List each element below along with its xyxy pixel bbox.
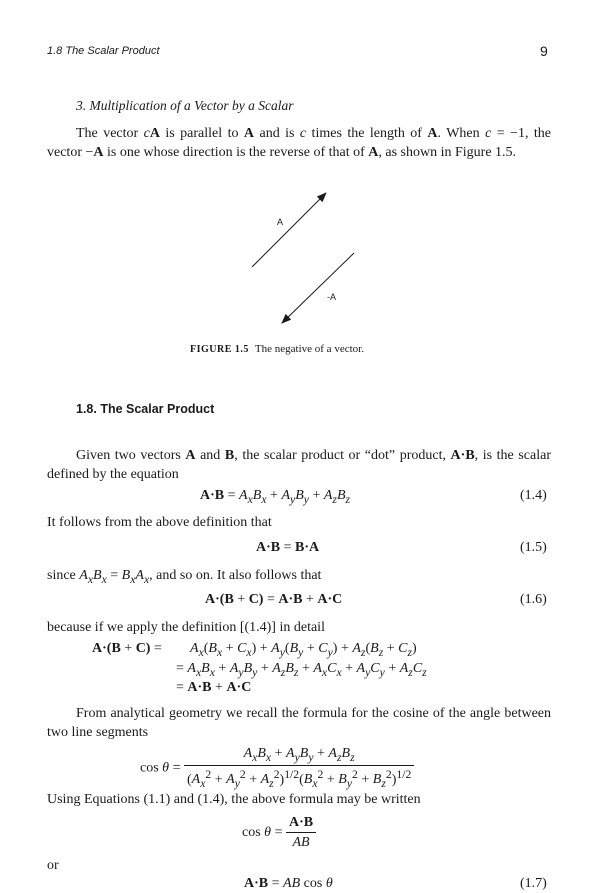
equation-number-1-5: (1.5) (520, 540, 547, 555)
since-text: since $A_xB_x = B_xA_x$, and so on. It also follows that (47, 568, 322, 586)
cosine-dot-fraction (286, 815, 316, 851)
cosine-dot-formula (242, 815, 316, 851)
derivation-lhs: A·(B + C) = (92, 641, 162, 656)
derivation-line-2: = $A_xB_x + A_yB_y + A_zB_z + A_xC_x + A_yC_y + A_zC_z$ (176, 661, 427, 679)
intro-paragraph: Given two vectors A and B, the scalar product or “dot” product, A·B, is the scalar defined by the equation (47, 448, 551, 482)
section-heading: 1.8. The Scalar Product (76, 402, 215, 416)
cosine-formula-numerator: $A_xB_x + A_yB_y + A_zB_z$ (184, 746, 414, 766)
cosine-dot-lhs: cos θ = (242, 825, 283, 841)
subsection-paragraph: The vector cA is parallel to A and is c times the length of A. When c = −1, the vector −A is one whose direction is the reverse of that of A, as shown in Figure 1.5. (47, 126, 551, 160)
vector-neg-a-arrow (282, 253, 354, 323)
cosine-dot-denominator: AB (292, 835, 310, 850)
cosine-formula-fraction (184, 746, 414, 790)
derivation-line-3: = A·B + A·C (176, 680, 252, 695)
cosine-dot-numerator: A·B (286, 815, 316, 833)
vector-neg-a-label: -A (327, 292, 336, 302)
equation-number-1-7: (1.7) (520, 876, 547, 891)
equation-1-4: $A\cdot B = A_xB_x + A_yB_y + A_zB_z$ (200, 488, 351, 506)
or-text: or (47, 858, 59, 873)
subsection-heading: 3. Multiplication of a Vector by a Scalar (76, 98, 294, 113)
equation-number-1-6: (1.6) (520, 592, 547, 607)
equation-1-5: A·B = B·A (256, 540, 320, 555)
derivation-line-1: $A_x(B_x + C_x) + A_y(B_y + C_y) + A_z(B_z + C_z)$ (190, 641, 417, 659)
follows-text: It follows from the above definition that (47, 515, 272, 530)
figure-caption (190, 343, 364, 355)
cosine-formula-denominator: $(A_x^2 + A_y^2 + A_z^2)^{1/2}(B_x^2 + B_y^2 + B_z^2)^{1/2}$ (186, 767, 412, 791)
vector-a-label: A (277, 217, 284, 227)
figure-vector-diagram (230, 185, 370, 330)
cosine-formula-lhs: cos θ = (140, 760, 181, 776)
equation-1-6: A·(B + C) = A·B + A·C (205, 592, 343, 607)
running-header: 1.8 The Scalar Product (47, 45, 160, 57)
figure-caption-label: FIGURE 1.5 (190, 344, 249, 355)
because-text: because if we apply the definition [(1.4)] in detail (47, 620, 325, 635)
using-text: Using Equations (1.1) and (1.4), the above formula may be written (47, 792, 421, 807)
equation-number-1-4: (1.4) (520, 488, 547, 503)
figure-caption-text: The negative of a vector. (254, 343, 364, 355)
cosine-formula (140, 746, 414, 790)
vector-a-arrow (252, 193, 326, 267)
analytic-paragraph: From analytical geometry we recall the formula for the cosine of the angle between two line segments (47, 706, 551, 740)
page-number: 9 (540, 43, 548, 59)
equation-1-7: A·B = AB cos θ (244, 876, 333, 891)
